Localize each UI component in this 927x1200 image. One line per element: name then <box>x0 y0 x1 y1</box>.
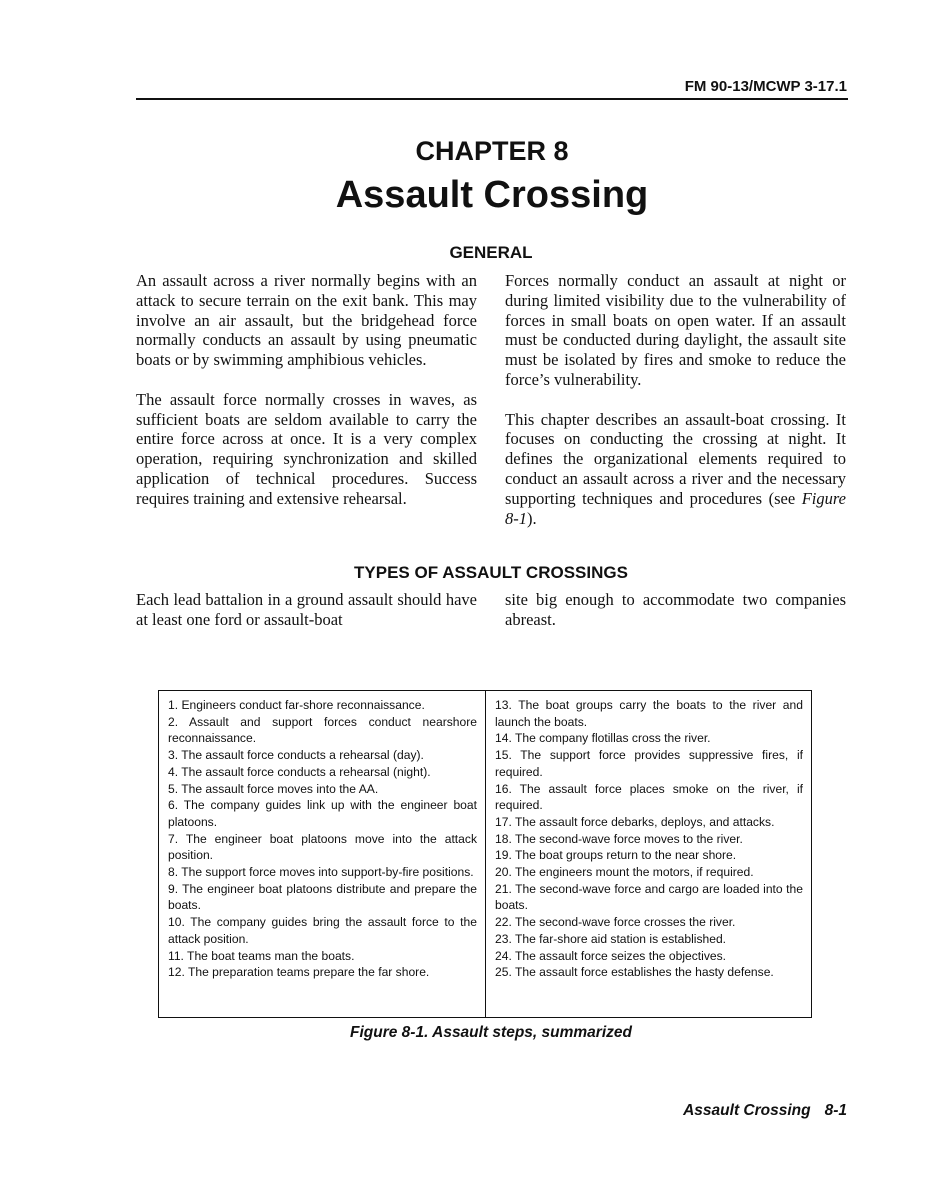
types-left-column <box>136 590 477 630</box>
paragraph: site big enough to accommodate two companies abreast. <box>505 590 846 629</box>
step-item: 20. The engineers mount the motors, if required. <box>495 865 754 880</box>
paragraph: The assault force normally crosses in waves, as sufficient boats are seldom available to carry the entire force across at once. It is a very complex operation, requiring synchronization and skilled application of technical procedures. Success requires training and extensive rehearsal. <box>136 389 477 508</box>
paragraph-end: ). <box>527 508 537 528</box>
paragraph <box>505 410 846 529</box>
section-heading-general: GENERAL <box>449 243 533 262</box>
chapter-label: CHAPTER 8 <box>415 136 569 166</box>
step-item: 5. The assault force moves into the AA. <box>168 781 379 796</box>
step-item: 24. The assault force seizes the objectives. <box>495 948 727 963</box>
paragraph: Each lead battalion in a ground assault should have at least one ford or assault-boat <box>136 590 477 629</box>
step-item: 15. The support force provides suppressive fires, if required. <box>495 748 803 779</box>
step-item: 1. Engineers conduct far-shore reconnaissance. <box>168 698 425 712</box>
step-item: 7. The engineer boat platoons move into the attack position. <box>168 831 477 863</box>
page-number: 8-1 <box>824 1102 847 1119</box>
step-item: 25. The assault force establishes the hasty defense. <box>495 965 774 980</box>
section-heading-types: TYPES OF ASSAULT CROSSINGS <box>354 563 628 582</box>
step-item: 17. The assault force debarks, deploys, and attacks. <box>495 814 775 829</box>
figure-caption: Figure 8-1. Assault steps, summarized <box>350 1024 632 1041</box>
general-right-column <box>505 271 846 528</box>
document-id: FM 90-13/MCWP 3-17.1 <box>684 78 847 95</box>
step-item: 9. The engineer boat platoons distribute and prepare the boats. <box>168 881 477 913</box>
paragraph: An assault across a river normally begins with an attack to secure terrain on the exit bank. This may involve an air assault, but the bridgehead force normally conducts an assault by using pneumatic boats or by swimming amphibious vehicles. <box>136 271 477 370</box>
paragraph-text: This chapter describes an assault-boat crossing. It focuses on conducting the crossing at night. It defines the organizational elements required to conduct an assault across a river and the necessary supporting techniques and procedures (see <box>505 409 846 508</box>
types-right-column <box>505 590 846 630</box>
step-item: 16. The assault force places smoke on the river, if required. <box>495 781 803 813</box>
step-item: 3. The assault force conducts a rehearsal (day). <box>168 748 424 763</box>
step-item: 19. The boat groups return to the near shore. <box>495 848 737 863</box>
page-footer <box>683 1102 847 1120</box>
step-item: 11. The boat teams man the boats. <box>168 948 355 963</box>
step-item: 8. The support force moves into support-by-fire positions. <box>168 865 474 880</box>
footer-section-title: Assault Crossing <box>683 1102 811 1119</box>
step-item: 18. The second-wave force moves to the river. <box>495 831 743 846</box>
step-item: 14. The company flotillas cross the river. <box>495 731 711 746</box>
step-item: 2. Assault and support forces conduct nearshore reconnaissance. <box>168 714 477 746</box>
general-left-column <box>136 271 477 509</box>
step-item: 22. The second-wave force crosses the river. <box>495 915 736 930</box>
step-item: 4. The assault force conducts a rehearsal (night). <box>168 764 431 779</box>
figure-left-column <box>159 691 486 1017</box>
step-item: 23. The far-shore aid station is established. <box>495 931 727 946</box>
figure-reference: Figure 8-1 <box>505 488 846 528</box>
figure-assault-steps <box>158 690 812 1018</box>
step-item: 12. The preparation teams prepare the far shore. <box>168 965 430 980</box>
step-item: 21. The second-wave force and cargo are loaded into the boats. <box>495 881 803 913</box>
header-rule <box>136 98 848 100</box>
figure-right-column <box>486 691 811 1017</box>
chapter-title: Assault Crossing <box>335 174 649 216</box>
paragraph: Forces normally conduct an assault at night or during limited visibility due to the vulnerability of forces in small boats on open water. If an assault must be conducted during daylight, the assault site must be isolated by fires and smoke to reduce the force’s vulnerability. <box>505 271 846 389</box>
step-item: 6. The company guides link up with the engineer boat platoons. <box>168 798 477 829</box>
step-item: 13. The boat groups carry the boats to the river and launch the boats. <box>495 698 803 729</box>
step-item: 10. The company guides bring the assault force to the attack position. <box>168 915 477 946</box>
